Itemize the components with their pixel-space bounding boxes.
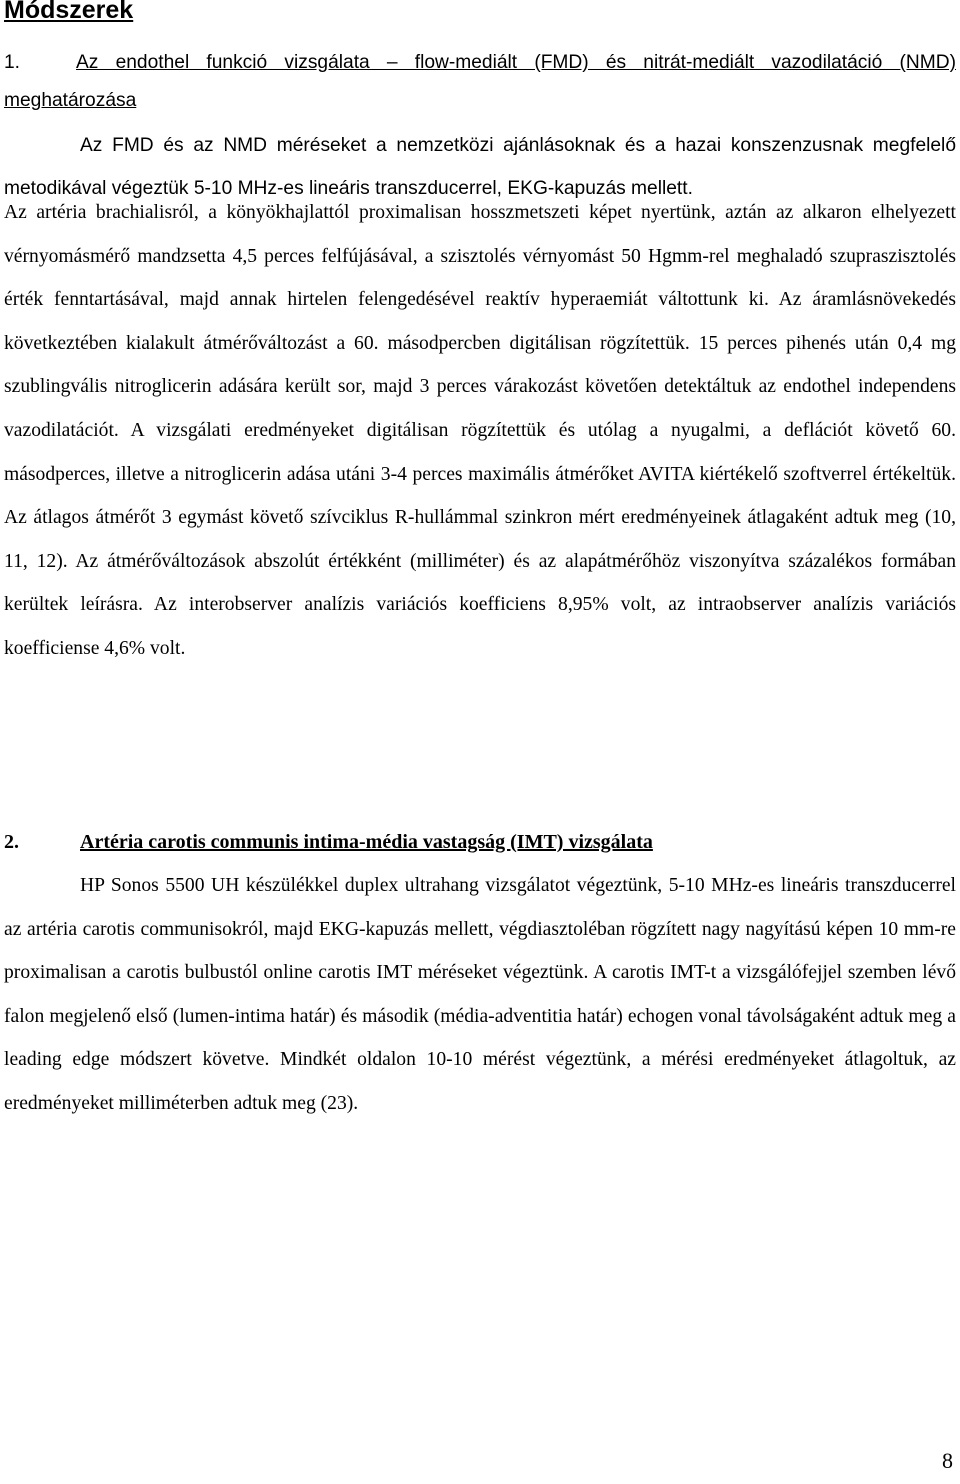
page-number: 8 [942, 1448, 953, 1473]
section-2-heading [4, 822, 956, 862]
section-1-title: Az endothel funkció vizsgálata – flow-mediált (FMD) és nitrát-mediált vazodilatáció (NMD) meghatározása [4, 52, 956, 111]
section-2-number: 2. [4, 831, 19, 853]
section-1-heading [4, 44, 956, 120]
section-1-body: Az artéria brachialisról, a könyökhajlattól proximalisan hosszmetszeti képet nyertünk, aztán az alkaron elhelyezett vérnyomásmérő mandzsetta 4,5 perces felfújásával, a szisztolés vérnyomást 50 Hgmm-rel meghaladó szupraszisztolés érték fenntartásával, majd annak hirtelen felengedésével reaktív hyperaemiát váltottunk ki. Az áramlásnövekedés következtében kialakult átmérőváltozást a 60. másodpercben digitálisan rögzítettük. 15 perces pihenés után 0,4 mg szublingvális nitroglicerin adására került sor, majd 3 perces várakozást követően detektáltuk az endothel independens vazodilatációt. A vizsgálati eredményeket digitálisan rögzítettük és utólag a nyugalmi, a deflációt követő 60. másodperces, illetve a nitroglicerin adása utáni 3-4 perces maximális átmérőket AVITA kiértékelő szoftverrel értékeltük. Az átlagos átmérőt 3 egymást követő szívciklus R-hullámmal szinkron mért eredményeinek átlagaként adtuk meg (10, 11, 12). Az átmérőváltozások abszolút értékként (milliméter) és az alapátmérőhöz viszonyítva százalékos formában kerültek leírásra. Az interobserver analízis variációs koefficiens 8,95% volt, az intraobserver analízis variációs koefficiense 4,6% volt. [4, 202, 956, 659]
section-1-number: 1. [4, 52, 21, 73]
section-2-body-text: HP Sonos 5500 UH készülékkel duplex ultrahang vizsgálatot végeztünk, 5-10 MHz-es lineáris transzducerrel az artéria carotis communisokról, majd EKG-kapuzás mellett, végdiasztoléban rögzített nagy nagyítású képen 10 mm-re proximalisan a carotis bulbustól online carotis IMT méréseket végeztünk. A carotis IMT-t a vizsgálófejjel szemben lévő falon megjelenő első (lumen-intima határ) és második (média-adventitia határ) echogen vonal távolságaként adtuk meg a leading edge módszert követve. Mindkét oldalon 10-10 mérést végeztünk, a mérési eredményeket átlagoltuk, az eredményeket milliméterben adtuk meg (23). [4, 875, 956, 1114]
section-1-intro-text: Az FMD és az NMD méréseket a nemzetközi ajánlásoknak és a hazai konszenzusnak megfelelő metodikával végeztük 5-10 MHz-es lineáris transzducerrel, EKG-kapuzás mellett. [4, 135, 956, 199]
section-2-body [4, 864, 956, 1126]
page-title: Módszerek [4, 0, 134, 24]
section-2-title: Artéria carotis communis intima-média vastagság (IMT) vizsgálata [80, 831, 653, 853]
